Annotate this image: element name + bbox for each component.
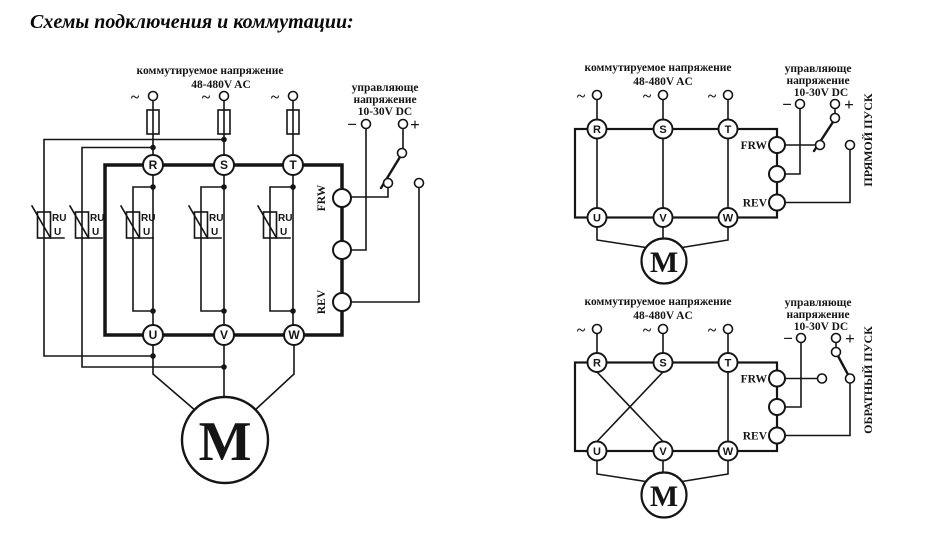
varistor-label: RU — [90, 213, 105, 224]
dc-voltage-label: напряжение — [786, 309, 850, 321]
common-terminal — [769, 399, 785, 415]
switch-contact-frw — [818, 374, 827, 383]
ac-tilde-icon: ~ — [576, 322, 586, 339]
minus-sign: − — [783, 329, 793, 348]
terminal-r-label: R — [148, 158, 158, 172]
frw-label: FRW — [740, 140, 767, 152]
terminal-t-label: T — [289, 158, 297, 172]
ac-input-pin — [659, 91, 668, 100]
varistor-label: RU — [209, 213, 224, 224]
terminal-w-label: W — [722, 446, 734, 458]
varistor-sub-label: U — [280, 227, 288, 238]
reverse-start-caption: ОБРАТНЫЙ ПУСК — [861, 326, 875, 434]
junction-dot — [150, 353, 156, 359]
switch-pivot — [398, 149, 407, 158]
dc-minus-pin — [797, 334, 806, 343]
right-bottom-diagram — [575, 296, 875, 518]
varistor — [189, 206, 223, 238]
ac-voltage-value: 48-480V AC — [633, 310, 693, 322]
junction-dot — [150, 184, 156, 190]
varistor — [32, 206, 66, 238]
minus-sign: − — [347, 115, 357, 134]
dc-voltage-label: управляюще — [351, 82, 419, 94]
dc-voltage-label: напряжение — [786, 75, 850, 87]
varistor-sub-label: U — [54, 227, 62, 238]
ac-input-pin — [289, 92, 298, 101]
ac-voltage-value: 48-480V AC — [191, 79, 251, 91]
ac-input-pin — [593, 325, 602, 334]
terminal-w-label: W — [722, 212, 734, 225]
ac-voltage-value: 48-480V AC — [633, 76, 693, 88]
common-terminal — [769, 166, 785, 182]
terminal-v-label: V — [659, 446, 667, 458]
right-top-diagram — [575, 62, 875, 284]
switch-pivot — [832, 348, 841, 357]
ac-tilde-icon: ~ — [707, 322, 717, 339]
control-wires — [351, 129, 419, 303]
rev-terminal — [333, 293, 351, 311]
switch-pivot — [831, 114, 840, 123]
ac-input-pin — [724, 91, 733, 100]
direct-start-caption: ПРЯМОЙ ПУСК — [861, 93, 875, 187]
dc-voltage-label: управляюще — [784, 297, 852, 309]
dc-voltage-label: управляюще — [784, 63, 852, 75]
ac-input-pin — [220, 92, 229, 101]
terminal-u-label: U — [593, 212, 601, 225]
frw-terminal — [769, 371, 785, 387]
junction-dot — [221, 137, 227, 143]
rev-label: REV — [316, 289, 328, 315]
dc-voltage-value: 10-30V DC — [357, 106, 413, 118]
motor-label: M — [649, 246, 679, 279]
page-title: Схемы подключения и коммутации: — [30, 11, 354, 33]
dc-minus-pin — [362, 120, 371, 129]
terminal-u-label: U — [593, 446, 601, 458]
junction-dot — [150, 145, 156, 151]
dc-minus-pin — [796, 100, 805, 109]
dc-voltage-label: напряжение — [353, 94, 417, 106]
varistor-label: RU — [52, 213, 67, 224]
ac-tilde-icon: ~ — [642, 88, 652, 105]
terminal-r-label: R — [593, 124, 601, 136]
switch-contact-frw — [384, 179, 393, 188]
junction-dot — [290, 184, 296, 190]
switch-contact-rev — [846, 141, 855, 150]
ac-voltage-label: коммутируемое напряжение — [136, 65, 284, 77]
frw-label: FRW — [316, 184, 328, 212]
control-wires — [785, 109, 850, 203]
terminal-s-label: S — [659, 124, 667, 136]
frw-terminal — [769, 137, 785, 153]
junction-dot — [290, 308, 296, 314]
inner-varistor-wires — [133, 187, 293, 311]
ac-voltage-label: коммутируемое напряжение — [584, 62, 732, 74]
varistor — [258, 206, 292, 238]
varistor — [70, 206, 104, 238]
phase-internal-wires — [153, 175, 293, 325]
crossed-phase-wires — [597, 372, 728, 442]
supply-wires — [153, 101, 293, 156]
dc-voltage-value: 10-30V DC — [793, 321, 849, 333]
varistor-sub-label: U — [92, 227, 100, 238]
junction-dot — [221, 308, 227, 314]
plus-sign: + — [410, 115, 420, 134]
terminal-u-label: U — [148, 328, 158, 342]
ac-tilde-icon: ~ — [201, 89, 211, 106]
phase-internal-wires — [597, 139, 728, 209]
ac-tilde-icon: ~ — [642, 322, 652, 339]
ac-tilde-icon: ~ — [130, 89, 140, 106]
plus-sign: + — [844, 95, 854, 114]
terminal-s-label: S — [659, 357, 667, 370]
ac-input-pin — [724, 325, 733, 334]
frw-terminal — [333, 189, 351, 207]
dc-plus-pin — [399, 120, 408, 129]
frw-label: FRW — [740, 373, 767, 386]
junction-dot — [150, 308, 156, 314]
rev-label: REV — [742, 430, 767, 443]
terminal-t-label: T — [724, 124, 732, 136]
rev-terminal — [769, 428, 785, 444]
terminal-v-label: V — [659, 212, 667, 225]
minus-sign: − — [782, 95, 792, 114]
ac-input-pin — [149, 92, 158, 101]
varistor-sub-label: U — [211, 227, 219, 238]
ac-input-pin — [659, 325, 668, 334]
ac-voltage-label: коммутируемое напряжение — [584, 296, 732, 308]
terminal-s-label: S — [219, 158, 229, 172]
common-terminal — [333, 241, 351, 259]
plus-sign: + — [845, 329, 855, 348]
junction-dot — [221, 364, 227, 370]
ac-input-pin — [593, 91, 602, 100]
dc-plus-pin — [831, 100, 840, 109]
switch-contact-rev — [846, 374, 855, 383]
terminal-t-label: T — [724, 357, 732, 370]
dc-voltage-value: 10-30V DC — [793, 87, 849, 99]
junction-dot — [221, 184, 227, 190]
rev-label: REV — [742, 197, 767, 210]
left-diagram — [32, 65, 424, 483]
motor-label: M — [198, 411, 252, 473]
outer-varistor-a-wires — [44, 140, 224, 357]
ac-tilde-icon: ~ — [270, 89, 280, 106]
rev-terminal — [769, 195, 785, 211]
ac-tilde-icon: ~ — [707, 88, 717, 105]
ac-tilde-icon: ~ — [576, 88, 586, 105]
control-wires — [785, 343, 850, 436]
motor-label: M — [649, 480, 679, 513]
terminal-v-label: V — [219, 328, 229, 342]
switch-contact-frw — [816, 141, 825, 150]
varistor — [121, 206, 155, 238]
varistor-label: RU — [141, 213, 156, 224]
terminal-r-label: R — [593, 357, 601, 370]
dc-plus-pin — [832, 334, 841, 343]
varistor-label: RU — [278, 213, 293, 224]
varistor-sub-label: U — [143, 227, 151, 238]
terminal-w-label: W — [288, 328, 300, 342]
switch-contact-rev — [415, 179, 424, 188]
